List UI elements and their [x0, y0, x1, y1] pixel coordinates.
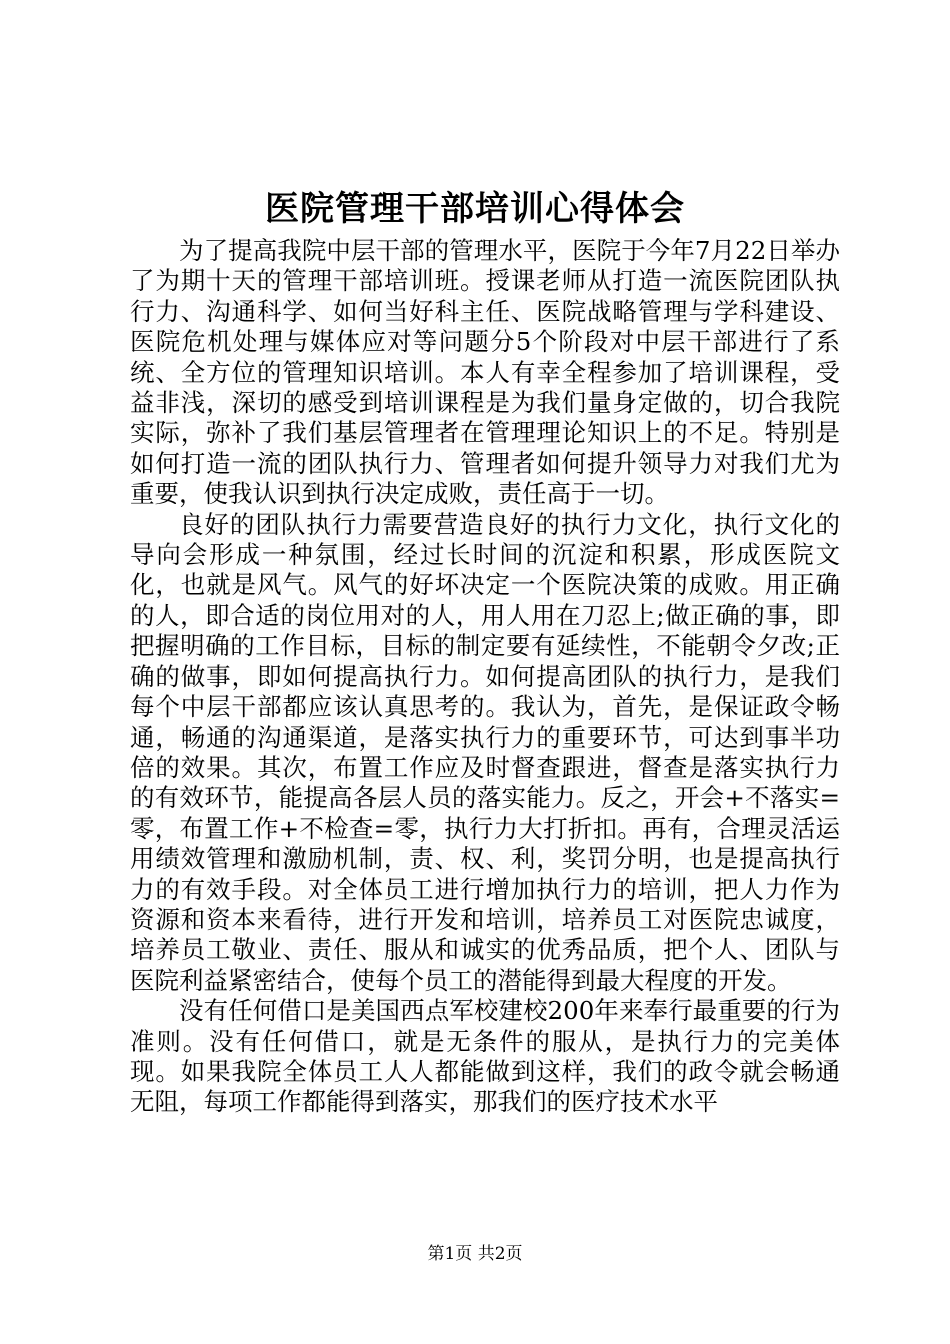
- page-number-footer: 第1页 共2页: [427, 1244, 523, 1264]
- paragraph: 良好的团队执行力需要营造良好的执行力文化，执行文化的导向会形成一种氛围，经过长时间的沉淀和积累，形成医院文化，也就是风气。风气的好坏决定一个医院决策的成败。用正确的人，即合适的岗位用对的人，用人用在刀忍上;做正确的事，即把握明确的工作目标，目标的制定要有延续性，不能朝令夕改;正确的做事，即如何提高执行力。如何提高团队的执行力，是我们每个中层干部都应该认真思考的。我认为，首先，是保证政令畅通，畅通的沟通渠道，是落实执行力的重要环节，可达到事半功倍的效果。其次，布置工作应及时督查跟进，督查是落实执行力的有效环节，能提高各层人员的落实能力。反之，开会+不落实=零，布置工作+不检查=零，执行力大打折扣。再有，合理灵活运用绩效管理和激励机制，责、权、利，奖罚分明，也是提高执行力的有效手段。对全体员工进行增加执行力的培训，把人力作为资源和资本来看待，进行开发和培训，培养员工对医院忠诚度，培养员工敬业、责任、服从和诚实的优秀品质，把个人、团队与医院利益紧密结合，使每个员工的潜能得到最大程度的开发。: [130, 509, 840, 995]
- paragraph: 没有任何借口是美国西点军校建校200年来奉行最重要的行为准则。没有任何借口，就是无条件的服从，是执行力的完美体现。如果我院全体员工人人都能做到这样，我们的政令就会畅通无阻，每项工作都能得到落实，那我们的医疗技术水平: [130, 996, 840, 1117]
- document-body: [130, 236, 840, 1118]
- document-title: 医院管理干部培训心得体会: [265, 189, 685, 229]
- paragraph: 为了提高我院中层干部的管理水平，医院于今年7月22日举办了为期十天的管理干部培训班。授课老师从打造一流医院团队执行力、沟通科学、如何当好科主任、医院战略管理与学科建设、医院危机处理与媒体应对等问题分5个阶段对中层干部进行了系统、全方位的管理知识培训。本人有幸全程参加了培训课程，受益非浅，深切的感受到培训课程是为我们量身定做的，切合我院实际，弥补了我们基层管理者在管理理论知识上的不足。特别是如何打造一流的团队执行力、管理者如何提升领导力对我们尤为重要，使我认识到执行决定成败，责任高于一切。: [130, 236, 840, 509]
